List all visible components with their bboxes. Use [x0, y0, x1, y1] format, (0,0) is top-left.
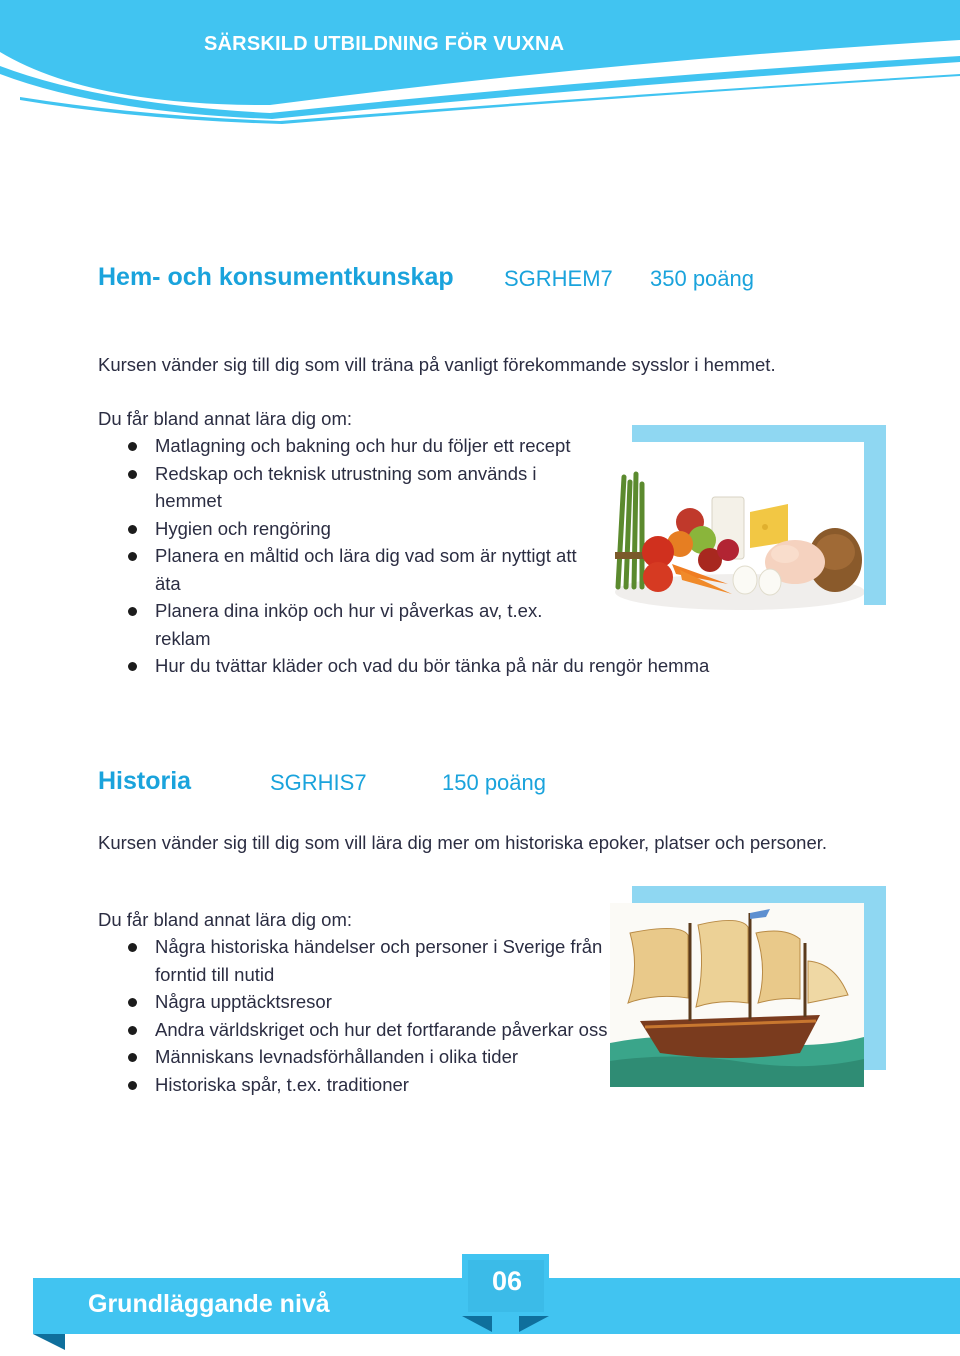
- sailing-ship-icon: [610, 903, 864, 1087]
- course-points-his: 150 poäng: [442, 770, 546, 795]
- bullet-icon: [128, 525, 137, 534]
- course-points-hem: 350 poäng: [650, 266, 754, 291]
- learn-label-his: Du får bland annat lära dig om:: [98, 909, 353, 930]
- list-item: Andra världskriget och hur det fortfarande påverkar oss: [98, 1016, 608, 1044]
- food-photo-icon: [610, 442, 864, 622]
- footer-level: Grundläggande nivå: [88, 1290, 330, 1318]
- list-item: Några historiska händelser och personer i Sverige från forntid till nutid: [98, 933, 608, 988]
- ship-image: [610, 903, 864, 1087]
- learn-label-hem: Du får bland annat lära dig om:: [98, 408, 353, 429]
- bullet-icon: [128, 998, 137, 1007]
- list-item: Planera dina inköp och hur vi påverkas av, t.ex. reklam: [98, 597, 598, 652]
- list-item: Redskap och teknisk utrustning som används i hemmet: [98, 460, 598, 515]
- bullet-icon: [128, 442, 137, 451]
- page-number: 06: [491, 1266, 523, 1296]
- course-code-hem: SGRHEM7: [504, 266, 613, 291]
- list-item: Historiska spår, t.ex. traditioner: [98, 1071, 608, 1099]
- bullet-icon: [128, 1026, 137, 1035]
- bullet-icon: [128, 1053, 137, 1062]
- course-intro-hem: Kursen vänder sig till dig som vill träna på vanligt förekommande sysslor i hemmet.: [98, 354, 776, 375]
- list-item: Planera en måltid och lära dig vad som är nyttigt att äta: [98, 542, 598, 597]
- bullet-icon: [128, 943, 137, 952]
- list-item: Människans levnadsförhållanden i olika tider: [98, 1043, 608, 1071]
- list-item: Några upptäcktsresor: [98, 988, 608, 1016]
- bullet-icon: [128, 662, 137, 671]
- list-item: Hur du tvättar kläder och vad du bör tänka på när du rengör hemma: [98, 652, 875, 680]
- course-list-hem: [98, 432, 710, 680]
- bullet-icon: [128, 470, 137, 479]
- header-band: [0, 0, 960, 125]
- bullet-icon: [128, 1081, 137, 1090]
- bullet-icon: [128, 607, 137, 616]
- food-image: [610, 442, 864, 622]
- list-item: Hygien och rengöring: [98, 515, 598, 543]
- header-title: SÄRSKILD UTBILDNING FÖR VUXNA: [204, 33, 565, 55]
- course-title-hem: Hem- och konsumentkunskap: [98, 263, 454, 291]
- course-intro-his: Kursen vänder sig till dig som vill lära dig mer om historiska epoker, platser och personer.: [98, 832, 828, 853]
- bullet-icon: [128, 552, 137, 561]
- course-title-his: Historia: [98, 767, 192, 795]
- list-item: Matlagning och bakning och hur du följer ett recept: [98, 432, 598, 460]
- course-list-his: [98, 933, 608, 1098]
- course-code-his: SGRHIS7: [270, 770, 367, 795]
